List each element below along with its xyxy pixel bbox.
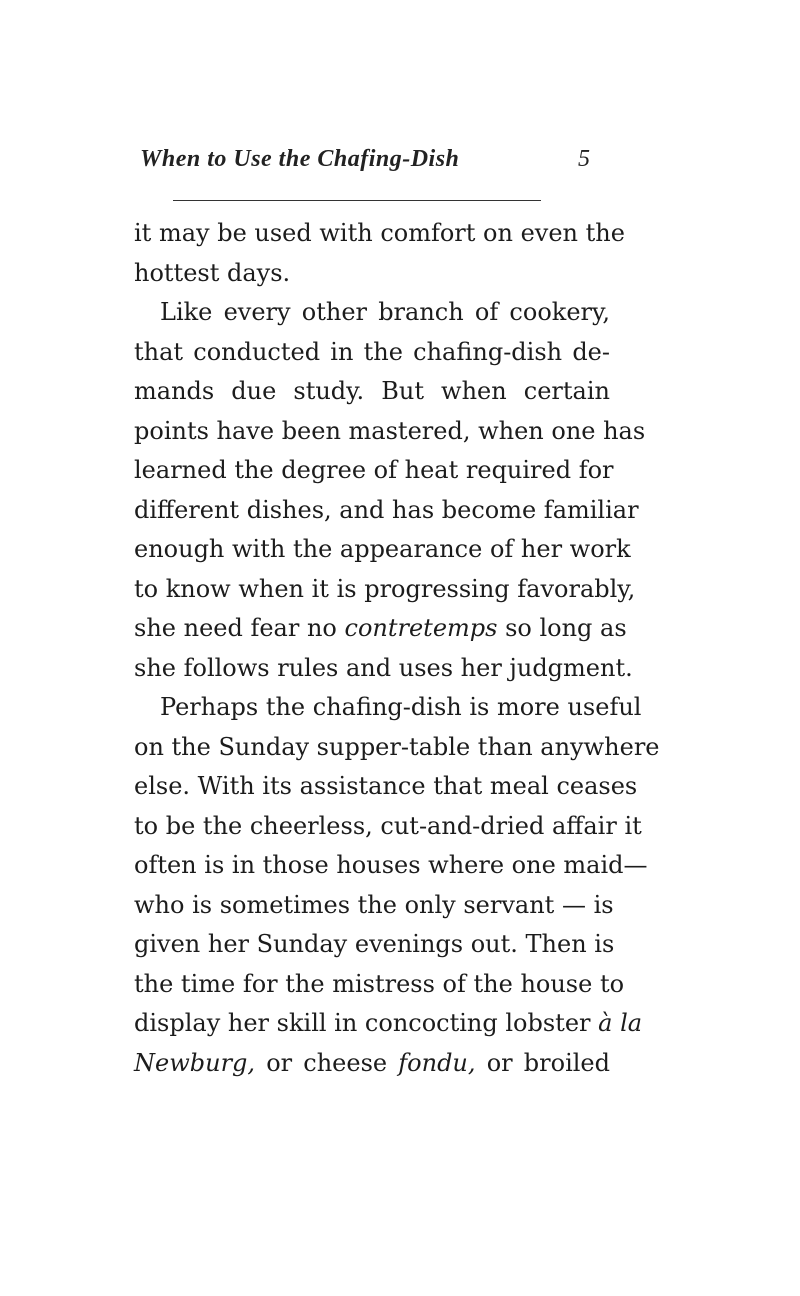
italic-phrase: contretemps — [344, 614, 498, 642]
text-line: hottest days. — [134, 258, 291, 287]
text-line: that conducted in the chafing-dish de- — [134, 337, 610, 366]
text-line: Like every other branch of cookery, — [160, 298, 610, 326]
page-number: 5 — [578, 146, 590, 172]
header-rule — [173, 200, 541, 201]
text-line: given her Sunday evenings out. Then is — [134, 930, 615, 958]
text-line: often is in those houses where one maid— — [134, 851, 648, 879]
text-line: Perhaps the chafing-dish is more useful — [160, 693, 642, 721]
text-line: enough with the appearance of her work — [134, 535, 631, 563]
running-head-title: When to Use the Chafing-Dish — [140, 146, 460, 172]
italic-phrase: à la — [598, 1009, 643, 1037]
text-line: Newburg, or cheese fondu, or broiled — [134, 1048, 610, 1077]
text-line: to be the cheerless, cut-and-dried affair it — [134, 811, 642, 840]
text-line: it may be used with comfort on even the — [134, 219, 625, 247]
text-line: the time for the mistress of the house to — [134, 969, 625, 998]
text-line: who is sometimes the only servant — is — [134, 890, 614, 919]
text-line: display her skill in concocting lobster à la — [134, 1009, 643, 1037]
text-line: else. With its assistance that meal ceases — [134, 772, 638, 800]
italic-phrase: Newburg, — [134, 1048, 256, 1077]
text-line: different dishes, and has become familiar — [134, 495, 639, 524]
text-line: on the Sunday supper-table than anywhere — [134, 732, 660, 761]
text-line: to know when it is progressing favorably, — [134, 574, 636, 603]
text-line: mands due study. But when certain — [134, 377, 610, 405]
text-line: she need fear no contretemps so long as — [134, 614, 627, 642]
text-line: she follows rules and uses her judgment. — [134, 653, 633, 682]
text-line: points have been mastered, when one has — [134, 416, 646, 445]
text-line: learned the degree of heat required for — [134, 456, 614, 484]
italic-phrase: fondu, — [398, 1048, 476, 1077]
body-text — [134, 214, 660, 1083]
